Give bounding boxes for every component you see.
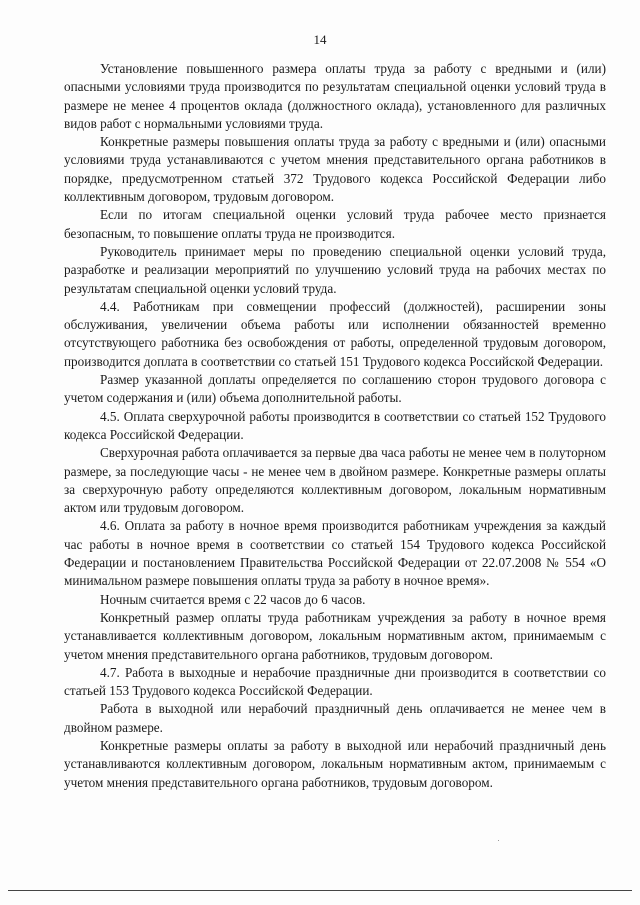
paragraph-manager-measures: Руководитель принимает меры по проведению специальной оценки условий труда, разработке и реализации мероприятий по улучшению условий труда на рабочих местах по результатам специальной оценки условий труда. <box>64 243 606 296</box>
document-body <box>64 60 606 792</box>
paragraph-4-7-holiday-work: 4.7. Работа в выходные и нерабочие праздничные дни производится в соответствии со статьей 153 Трудового кодекса Российской Федерации. <box>64 664 606 699</box>
paragraph-night-hours: Ночным считается время с 22 часов до 6 часов. <box>100 591 366 607</box>
paragraph-hazard-pay: Установление повышенного размера оплаты труда за работу с вредными и (или) опасными условиями труда производится по результатам специальной оценки условий труда в размере не менее 4 процентов оклада (должностного оклада), установленного для различных видов работ с нормальными условиями труда. <box>64 61 606 131</box>
paragraph-surcharge-amount: Размер указанной доплаты определяется по соглашению сторон трудового договора с учетом содержания и (или) объема дополнительной работы. <box>64 372 606 406</box>
paragraph-holiday-double-pay: Работа в выходной или нерабочий праздничный день оплачивается не менее чем в двойном размере. <box>64 701 606 735</box>
bottom-rule <box>8 890 632 891</box>
paragraph-4-4-combining-duties: 4.4. Работникам при совмещении профессий (должностей), расширении зоны обслуживания, увеличении объема работы или исполнении обязанностей временно отсутствующего работника без освобождения от работы, определенной трудовым договором, производится доплата в соответствии со статьей 151 Трудового кодекса Российской Федерации. <box>64 298 606 369</box>
page-number: 14 <box>313 32 327 47</box>
paragraph-night-pay-amount: Конкретный размер оплаты труда работникам учреждения за работу в ночное время устанавливается коллективным договором, локальным нормативным актом, принимаемым с учетом мнения представительного органа работников, трудовым договором. <box>64 609 606 662</box>
paragraph-safe-workplace: Если по итогам специальной оценки условий труда рабочее место признается безопасным, то повышение оплаты труда не производится. <box>64 207 606 241</box>
paragraph-4-6-night-work: 4.6. Оплата за работу в ночное время производится работникам учреждения за каждый час работы в ночное время в соответствии со статьей 154 Трудового кодекса Российской Федерации и постановлением Правительства Российской Федерации от 22.07.2008 № 554 «О минимальном размере повышения оплаты труда за работу в ночное время». <box>64 518 606 589</box>
paragraph-hazard-pay-amounts: Конкретные размеры повышения оплаты труда за работу с вредными и (или) опасными условиями труда устанавливаются с учетом мнения представительного органа работников в порядке, предусмотренном статьей 372 Трудового кодекса Российской Федерации либо коллективным договором, трудовым договором. <box>64 134 606 205</box>
paragraph-4-5-overtime: 4.5. Оплата сверхурочной работы производится в соответствии со статьей 152 Трудового кодекса Российской Федерации. <box>64 408 606 442</box>
scan-speck <box>498 840 499 841</box>
paragraph-holiday-pay-amounts: Конкретные размеры оплаты за работу в выходной или нерабочий праздничный день устанавливаются коллективным договором, локальным нормативным актом, принимаемым с учетом мнения представительного органа работников, трудовым договором. <box>64 737 606 790</box>
paragraph-overtime-rates: Сверхурочная работа оплачивается за первые два часа работы не менее чем в полуторном размере, за последующие часы - не менее чем в двойном размере. Конкретные размеры оплаты за сверхурочную работу определяются коллективным договором, локальным нормативным актом или трудовым договором. <box>64 445 606 516</box>
